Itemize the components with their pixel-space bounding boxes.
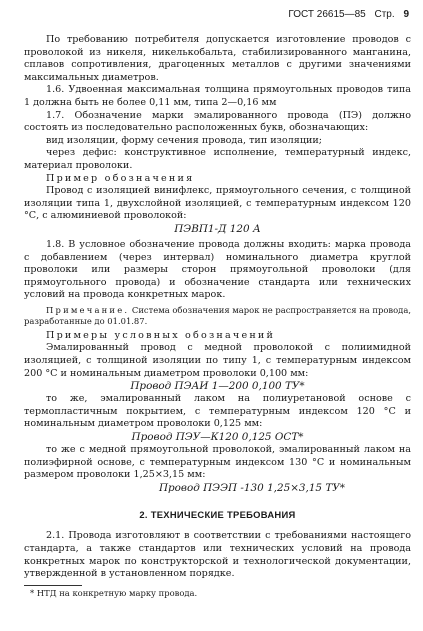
note-label: Примечание. — [46, 304, 130, 315]
paragraph-1-6: 1.6. Удвоенная максимальная толщина прямоугольных проводов типа 1 должна быть не более 0,11 мм, типа 2—0,16 мм — [24, 84, 411, 108]
example-2-text: то же, эмалированный лаком на полиуретановой основе с термопластичным покрытием, с температурным индексом 120 °С и номинальным диаметром проволоки 0,125 мм: — [24, 393, 411, 430]
page-label: Стр. — [374, 9, 395, 20]
example-2-formula: Провод ПЭУ—К120 0,125 ОСТ* — [131, 431, 304, 444]
example-1-text: Эмалированный провод с медной проволокой с полиимидной изоляцией, с толщиной изоляции по типу 1, с температурным индексом 200 °С и номинальным диаметром проволоки 0,100 мм: — [24, 342, 411, 379]
examples-heading: Примеры условных обозначений — [46, 329, 276, 341]
example-3-text: то же с медной прямоугольной проволокой, эмалированный лаком на полиэфирной основе, с температурным индексом 130 °С и номинальным размером проволоки 1,25×3,15 мм: — [24, 444, 411, 481]
section-heading: 2. ТЕХНИЧЕСКИЕ ТРЕБОВАНИЯ — [139, 508, 296, 520]
paragraph-diameters: По требованию потребителя допускается изготовление проводов с проволокой из никеля, никелькобальта, стабилизированного манганина, сплавов сопротивления, драгоценных металлов с другими значениями максимальных диаметров. — [24, 34, 411, 83]
note — [24, 305, 411, 327]
page-number: 9 — [403, 9, 409, 20]
footnote: * НТД на конкретную марку провода. — [30, 587, 198, 598]
standard-number: ГОСТ 26615—85 — [288, 9, 366, 20]
footnote-divider — [24, 585, 82, 586]
body-text — [24, 34, 411, 599]
example-3-formula: Провод ПЭЭП -130 1,25×3,15 ТУ* — [158, 481, 345, 494]
paragraph-1-7: 1.7. Обозначение марки эмалированного провода (ПЭ) должно состоять из последовательно расположенных букв, обозначающих: — [24, 109, 411, 134]
example-1-formula: Провод ПЭАИ 1—200 0,100 ТУ* — [130, 380, 305, 393]
page-header — [282, 9, 409, 20]
paragraph-1-7-item-b: через дефис: конструктивное исполнение, температурный индекс, материал проволоки. — [24, 147, 411, 171]
note-text: Система обозначения марок не распространяется на провода, разработанные до 01.01.87. — [24, 304, 411, 326]
example-text: Провод с изоляцией винифлекс, прямоугольного сечения, с толщиной изоляции типа 1, двухслойной изоляцией, с температурным индексом 120 °С, с алюминиевой проволокой: — [24, 185, 411, 222]
paragraph-1-7-item-a: вид изоляции, форму сечения провода, тип изоляции; — [46, 134, 323, 146]
example-heading: Пример обозначения — [46, 172, 195, 184]
example-formula: ПЭВП1-Д 120 А — [174, 222, 261, 235]
paragraph-1-8: 1.8. В условное обозначение провода должны входить: марка провода с добавлением (через интервал) номинального диаметра круглой проволоки или размеры сторон прямоугольной проволоки (для прямоугольного провода) и обозначение стандарта или технических условий на провода конкретных марок. — [24, 238, 411, 301]
paragraph-2-1: 2.1. Провода изготовляют в соответствии с требованиями настоящего стандарта, а также стандартов или технических условий на провода конкретных марок по конструкторской и технологической документации, утвержденной в установленном порядке. — [24, 530, 411, 580]
